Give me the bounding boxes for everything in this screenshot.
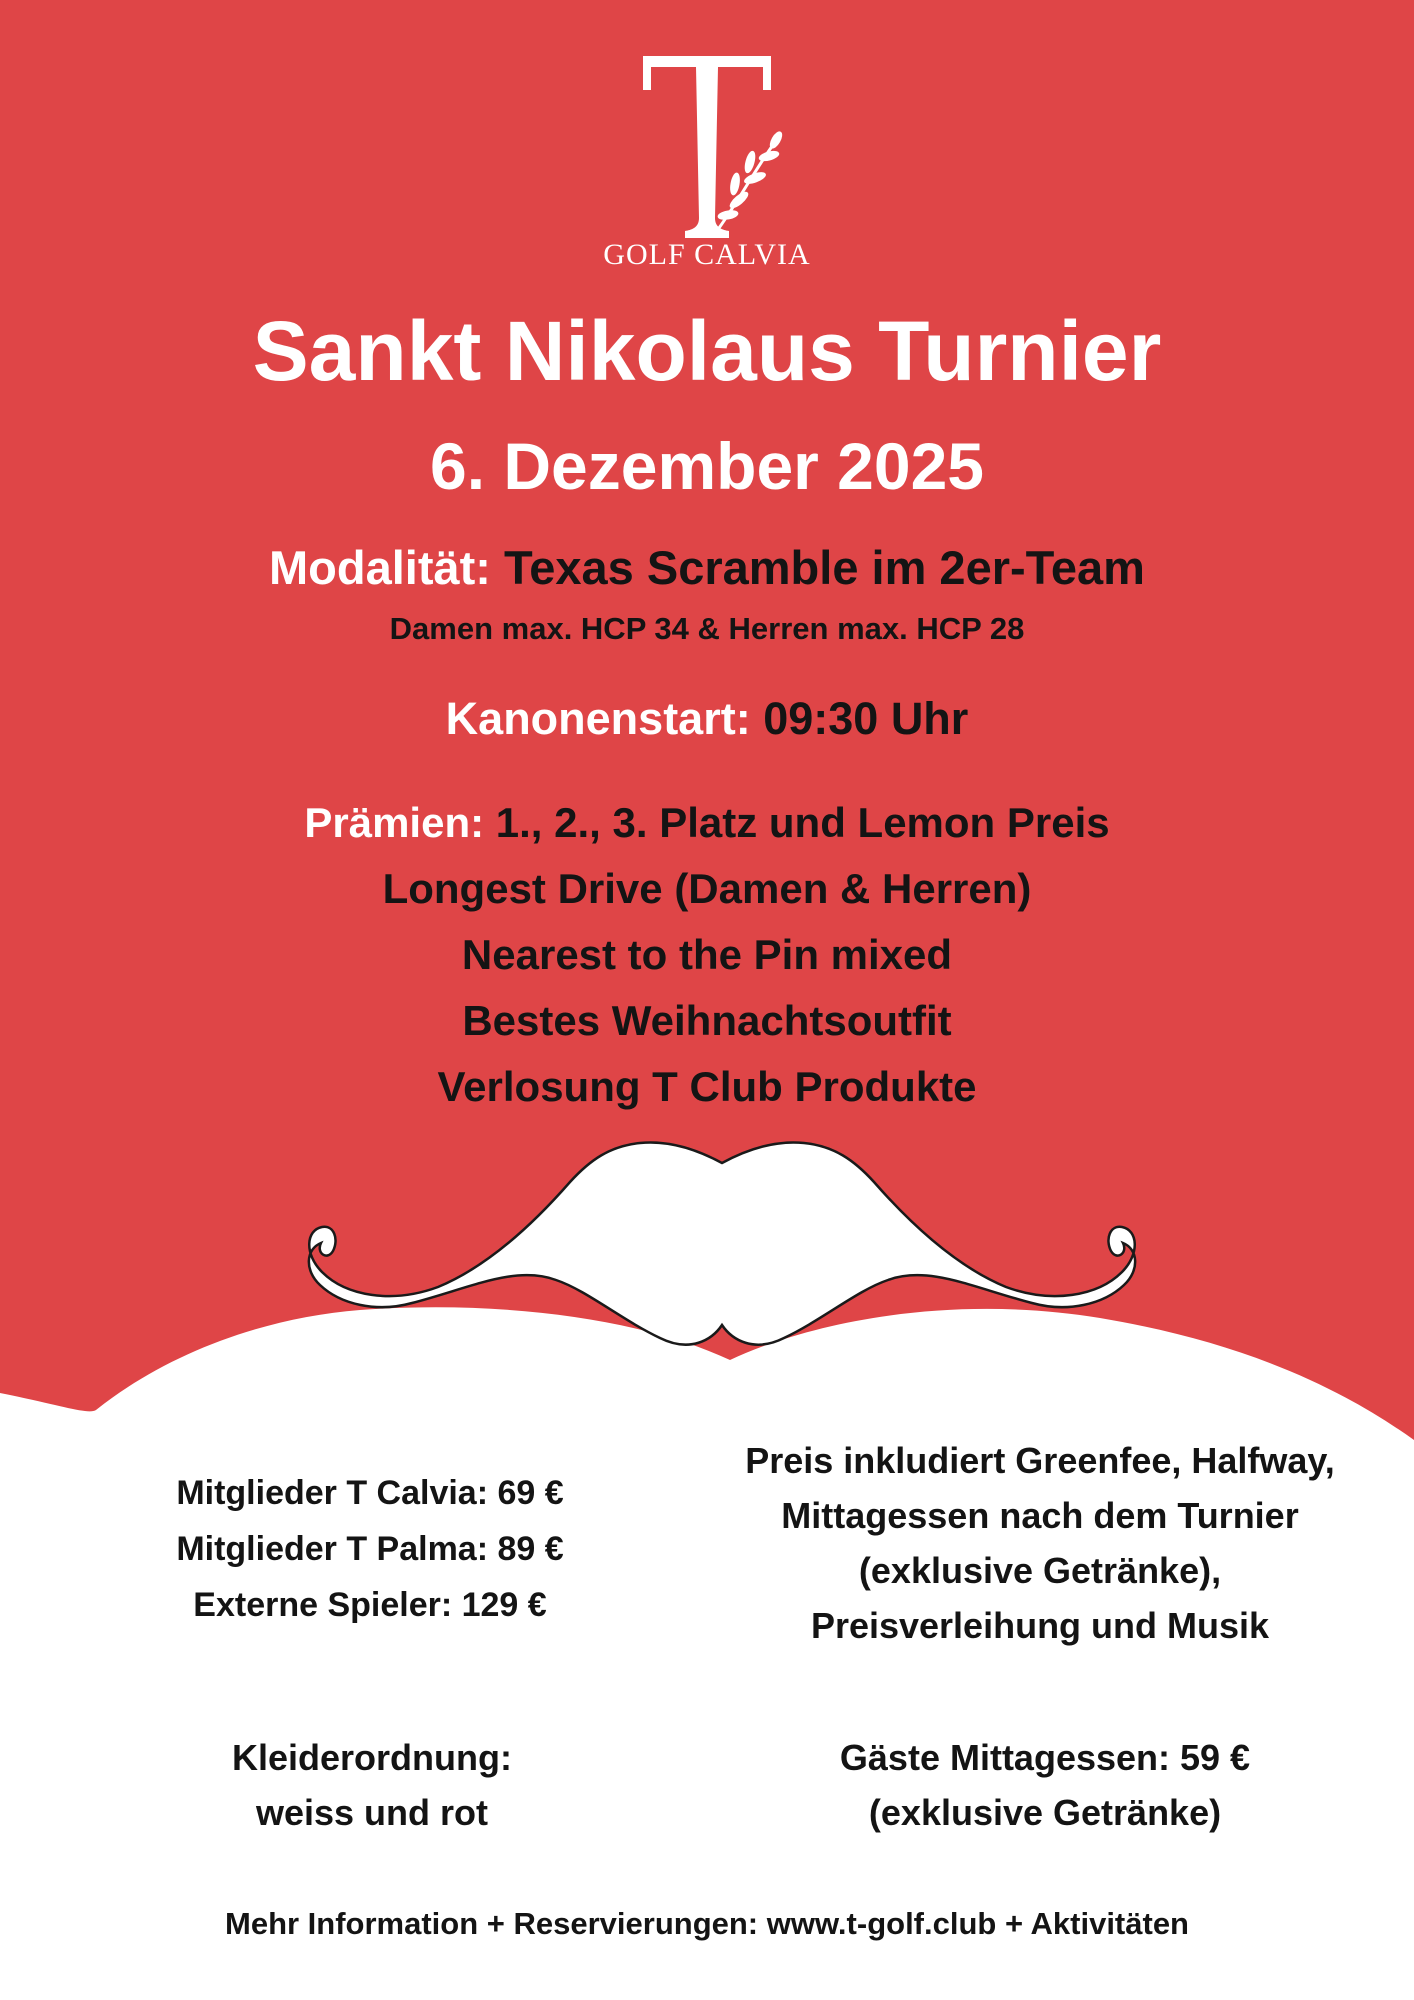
- prize-item: Longest Drive (Damen & Herren): [382, 865, 1032, 912]
- start-line: [0, 693, 1414, 745]
- modality-line: [0, 540, 1414, 595]
- guest-lunch-note: (exklusive Getränke): [868, 1792, 1222, 1833]
- prize-item: Nearest to the Pin mixed: [461, 931, 953, 978]
- prizes-first-line: [0, 790, 1414, 856]
- guest-lunch-price: Gäste Mittagessen: 59 €: [839, 1737, 1251, 1778]
- price-includes: [680, 1433, 1400, 1653]
- prizes-first: 1., 2., 3. Platz und Lemon Preis: [495, 799, 1110, 846]
- prizes-block: [0, 790, 1414, 1120]
- modality-label: Modalität:: [269, 541, 491, 594]
- start-time: 09:30 Uhr: [763, 693, 969, 744]
- brand-name: GOLF CALVIA: [603, 238, 811, 271]
- price-member-calvia: Mitglieder T Calvia: 69 €: [176, 1474, 564, 1512]
- modality-value: Texas Scramble im 2er-Team: [504, 541, 1145, 594]
- price-list: [70, 1465, 670, 1633]
- price-external: Externe Spieler: 129 €: [193, 1586, 547, 1624]
- includes-line: Mittagessen nach dem Turnier: [781, 1495, 1299, 1536]
- handicap-limits: Damen max. HCP 34 & Herren max. HCP 28: [389, 611, 1025, 646]
- price-member-palma: Mitglieder T Palma: 89 €: [176, 1530, 564, 1568]
- logo-t-serif-left: [643, 56, 651, 90]
- olive-branch-icon: [717, 130, 784, 228]
- guest-lunch: [745, 1730, 1345, 1840]
- prizes-label: Prämien:: [304, 799, 485, 846]
- prize-item: Verlosung T Club Produkte: [437, 1063, 977, 1110]
- dress-code-label: Kleiderordnung:: [232, 1737, 512, 1778]
- event-title: Sankt Nikolaus Turnier: [252, 304, 1162, 398]
- start-label: Kanonenstart:: [445, 693, 751, 744]
- dress-code: [72, 1730, 672, 1840]
- logo-t-serif-right: [763, 56, 771, 90]
- dress-code-value: weiss und rot: [255, 1792, 489, 1833]
- logo-t-bar: [643, 56, 771, 67]
- snow-hills: [0, 1307, 1414, 2000]
- includes-line: (exklusive Getränke),: [858, 1550, 1222, 1591]
- includes-line: Preis inkludiert Greenfee, Halfway,: [745, 1440, 1335, 1481]
- footer-info: Mehr Information + Reservierungen: www.t-golf.club + Aktivitäten: [225, 1906, 1189, 1941]
- includes-line: Preisverleihung und Musik: [810, 1605, 1270, 1646]
- prize-item: Bestes Weihnachtsoutfit: [462, 997, 952, 1044]
- event-date: 6. Dezember 2025: [429, 429, 984, 503]
